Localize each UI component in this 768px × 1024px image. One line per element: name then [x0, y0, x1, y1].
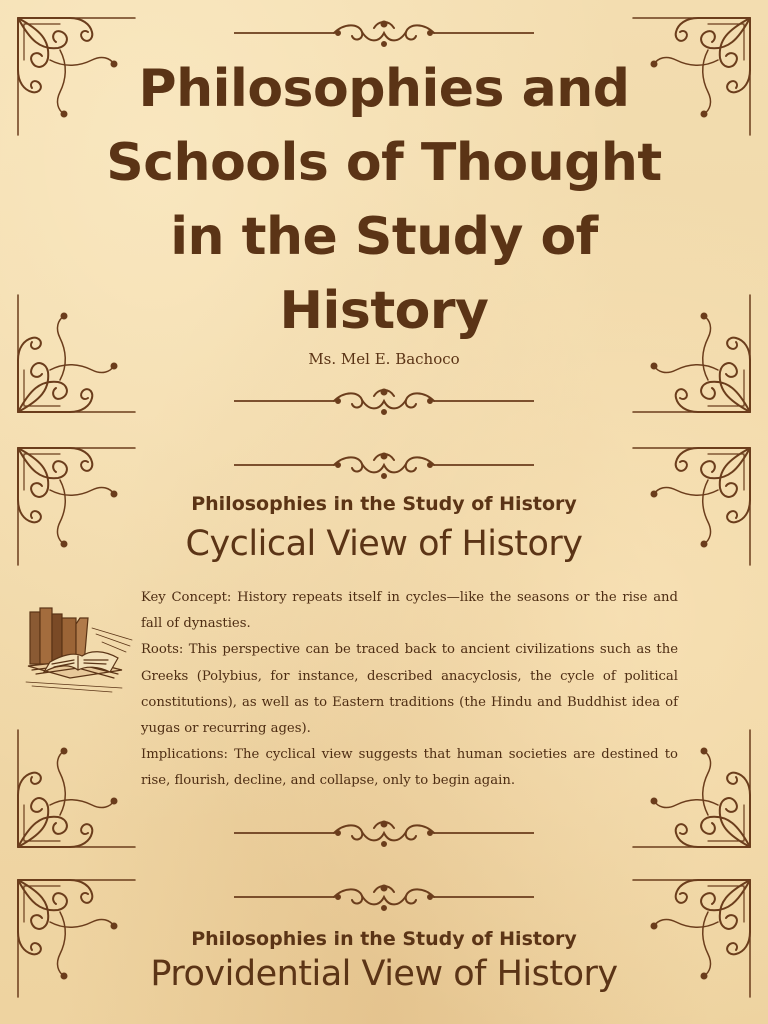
corner-ornament-icon	[10, 725, 140, 855]
scroll-flourish-icon	[234, 386, 534, 416]
author-name: Ms. Mel E. Bachoco	[308, 350, 460, 368]
implications-paragraph: Implications: The cyclical view suggests that human societies are destined to rise, flourish, decline, and collapse, only to begin again.	[141, 747, 678, 789]
section-subtitle: Philosophies in the Study of History	[191, 928, 577, 950]
roots-paragraph: Roots: This perspective can be traced back to ancient civilizations such as the Greeks (Polybius, for instance, described anacyclosis, the cycle of political constitutions), as well as to Eastern traditions (the Hindu and Buddhist idea of yugas or recurring ages).	[141, 642, 678, 737]
scroll-flourish-icon	[234, 450, 534, 480]
section-subtitle: Philosophies in the Study of History	[191, 493, 577, 515]
cover-panel	[0, 0, 768, 425]
scroll-flourish-icon	[234, 18, 534, 48]
section-title: Providential View of History	[150, 954, 618, 994]
scroll-flourish-icon	[234, 882, 534, 912]
section-panel-providential	[0, 872, 768, 1024]
section-body	[141, 585, 678, 795]
scroll-flourish-icon	[234, 818, 534, 848]
section-title: Cyclical View of History	[185, 524, 583, 564]
key-concept-paragraph: Key Concept: History repeats itself in cycles—like the seasons or the rise and fall of dynasties.	[141, 590, 678, 632]
open-books-icon	[22, 600, 134, 696]
page-title: Philosophies and Schools of Thought in the Study of History	[106, 59, 662, 341]
